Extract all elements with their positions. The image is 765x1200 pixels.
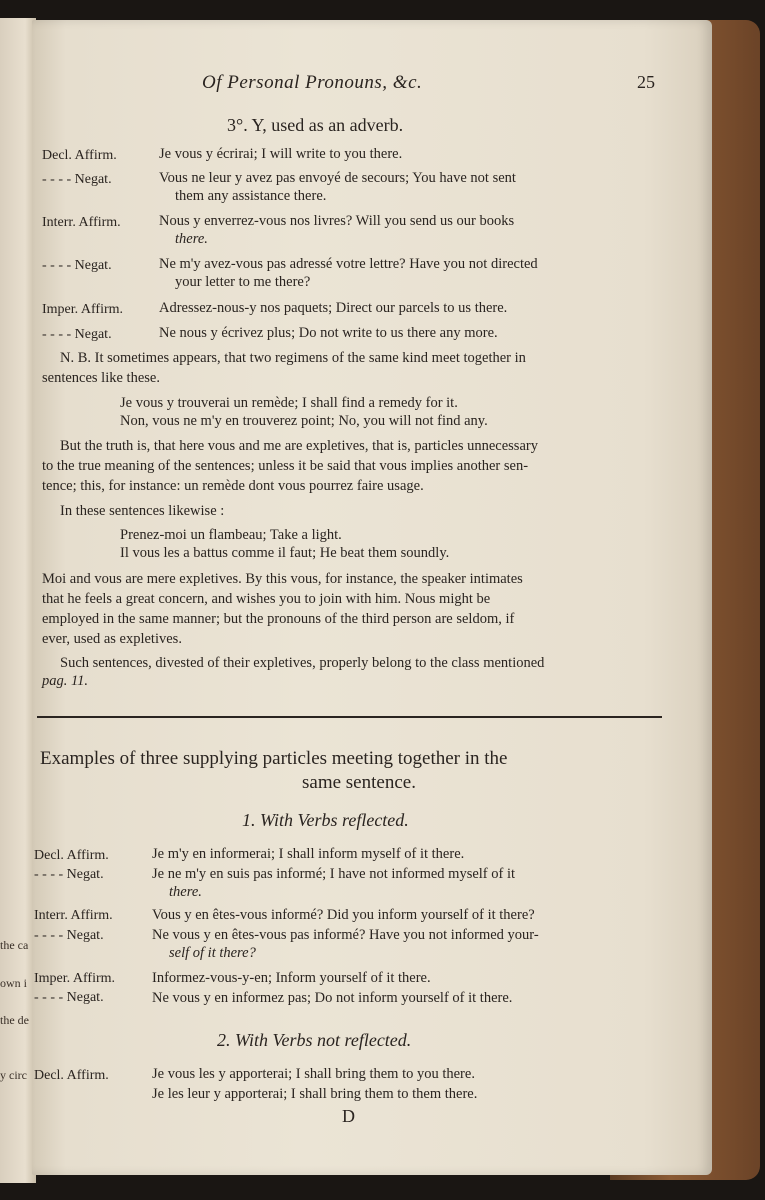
para-line: to the true meaning of the sentences; unless it be said that vous implies another sen-	[42, 458, 529, 474]
left-fragment: own i	[0, 976, 27, 990]
row-label: Interr. Affirm.	[34, 908, 113, 923]
row-text: Ne vous y en informez pas; Do not inform yourself of it there.	[152, 990, 513, 1006]
left-fragment: y circ	[0, 1068, 27, 1082]
section-title: Examples of three supplying particles meeting together in the	[40, 748, 508, 769]
row-text-cont: your letter to me there?	[175, 274, 311, 290]
row-text: Informez-vous-y-en; Inform yourself of it there.	[152, 970, 431, 986]
para-line: tence; this, for instance: un remède dont vous pourrez faire usage.	[42, 478, 424, 494]
example-line: Non, vous ne m'y en trouverez point; No, you will not find any.	[120, 413, 488, 429]
row-text: Vous ne leur y avez pas envoyé de secours; You have not sent	[159, 170, 516, 186]
row-text: Nous y enverrez-vous nos livres? Will you send us our books	[159, 213, 515, 229]
row-label: Imper. Affirm.	[42, 302, 124, 317]
row-text: Je vous les y apporterai; I shall bring them to you there.	[152, 1066, 475, 1082]
left-fragment: the ca	[0, 938, 29, 952]
running-header: Of Personal Pronouns, &c.	[202, 72, 423, 93]
row-text: Je vous y écrirai; I will write to you there.	[159, 146, 403, 162]
para-line: Moi and vous are mere expletives. By this vous, for instance, the speaker intimates	[42, 571, 523, 587]
section-heading: 3°. Y, used as an adverb.	[227, 115, 404, 135]
row-text: Adressez-nous-y nos paquets; Direct our parcels to us there.	[159, 300, 508, 316]
section-title: same sentence.	[302, 772, 416, 793]
row-text: Je m'y en informerai; I shall inform myself of it there.	[152, 846, 465, 862]
row-label: - - - - Negat.	[42, 258, 112, 273]
row-label: Interr. Affirm.	[42, 215, 121, 230]
para-line: ever, used as expletives.	[42, 631, 182, 647]
para-line: In these sentences likewise :	[60, 503, 225, 519]
row-label: - - - - Negat.	[34, 990, 104, 1005]
row-text: Vous y en êtes-vous informé? Did you inform yourself of it there?	[152, 907, 535, 923]
example-line: Il vous les a battus comme il faut; He beat them soundly.	[120, 545, 450, 561]
row-label: - - - - Negat.	[34, 928, 104, 943]
row-text: Ne m'y avez-vous pas adressé votre lettre? Have you not directed	[159, 256, 538, 272]
nb-line: N. B. It sometimes appears, that two regimens of the same kind meet together in	[60, 350, 526, 366]
example-line: Je vous y trouverai un remède; I shall find a remedy for it.	[120, 395, 458, 411]
row-text-cont: there.	[175, 231, 208, 247]
signature-mark: D	[342, 1106, 355, 1126]
book-page	[32, 20, 712, 1175]
row-text: Je ne m'y en suis pas informé; I have not informed myself of it	[152, 866, 516, 882]
subsection-heading: 2. With Verbs not reflected.	[217, 1030, 412, 1050]
horizontal-rule	[37, 716, 662, 718]
para-line: employed in the same manner; but the pronouns of the third person are seldom, if	[42, 611, 515, 627]
row-text-cont: self of it there?	[169, 945, 256, 961]
row-label: Decl. Affirm.	[34, 1068, 109, 1083]
row-label: Imper. Affirm.	[34, 971, 116, 986]
nb-line: sentences like these.	[42, 370, 160, 386]
row-text: Je les leur y apporterai; I shall bring them to them there.	[152, 1086, 478, 1102]
row-text: Ne nous y écrivez plus; Do not write to us there any more.	[159, 325, 498, 341]
row-text-cont: them any assistance there.	[175, 188, 327, 204]
left-fragment: the de	[0, 1013, 29, 1027]
para-line: Such sentences, divested of their expletives, properly belong to the class mentioned	[60, 655, 545, 671]
example-line: Prenez-moi un flambeau; Take a light.	[120, 527, 342, 543]
subsection-heading: 1. With Verbs reflected.	[242, 810, 409, 830]
row-label: - - - - Negat.	[34, 867, 104, 882]
row-text-cont: there.	[169, 884, 202, 900]
row-label: - - - - Negat.	[42, 327, 112, 342]
left-page-edge	[0, 18, 36, 1183]
row-label: Decl. Affirm.	[34, 848, 109, 863]
para-line: that he feels a great concern, and wishes you to join with him. Nous might be	[42, 591, 491, 607]
para-line: But the truth is, that here vous and me are expletives, that is, particles unnecessary	[60, 438, 538, 454]
row-label: - - - - Negat.	[42, 172, 112, 187]
row-text: Ne vous y en êtes-vous pas informé? Have you not informed your-	[152, 927, 539, 943]
row-label: Decl. Affirm.	[42, 148, 117, 163]
page-number: 25	[637, 72, 655, 92]
para-line: pag. 11.	[42, 673, 89, 689]
